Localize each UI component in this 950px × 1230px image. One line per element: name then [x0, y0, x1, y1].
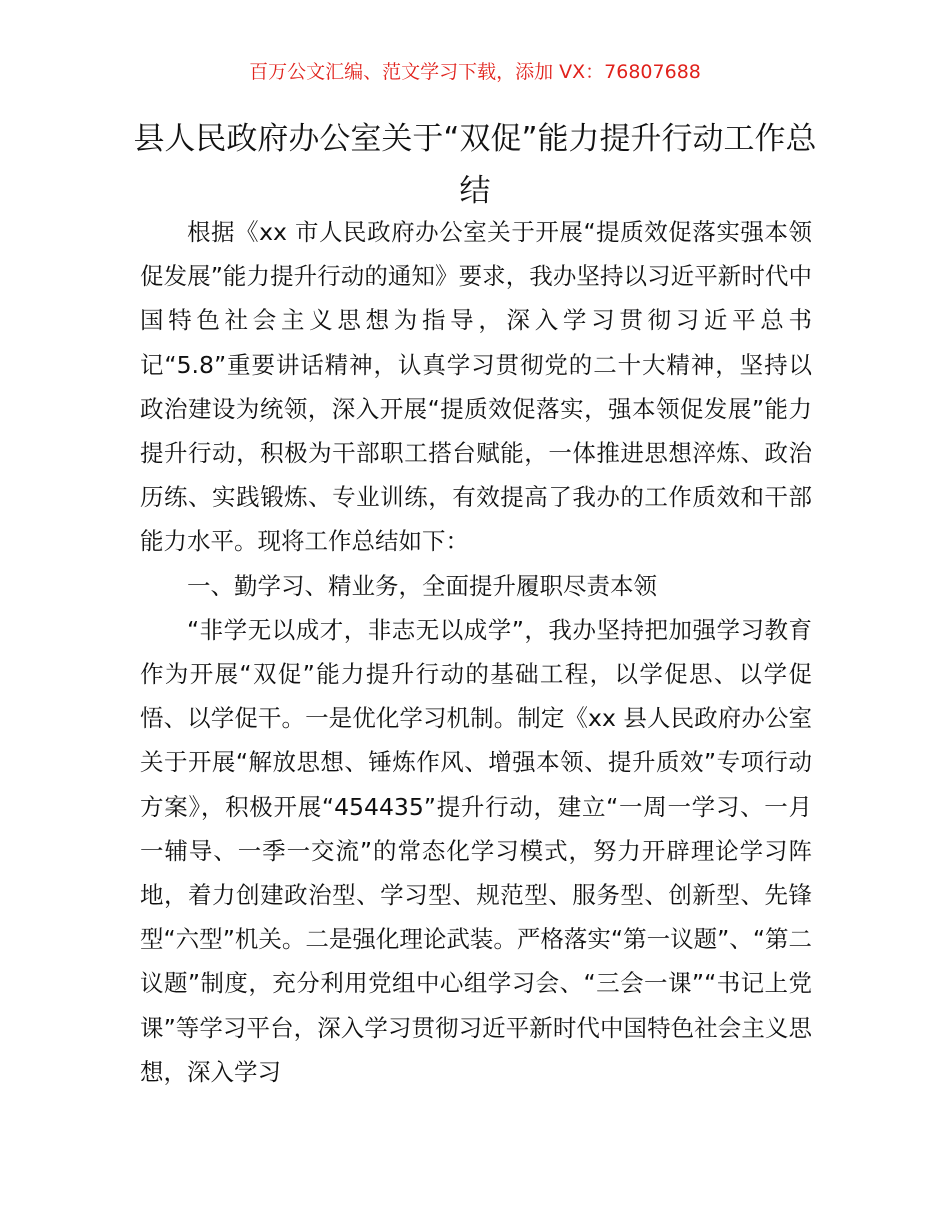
document-title: 县人民政府办公室关于“双促”能力提升行动工作总结 [133, 121, 817, 209]
section-paragraph: “非学无以成才，非志无以成学”，我办坚持把加强学习教育作为开展“双促”能力提升行动的基础工程，以学促思、以学促悟、以学促干。一是优化学习机制。制定《xx 县人民政府办公室关于开展“解放思想、锤炼作风、增强本领、提升质效”专项行动方案》，积极开展“454435”提升行动，建立“一周一学习、一月一辅导、一季一交流”的常态化学习模式，努力开辟理论学习阵地，着力创建政治型、学习型、规范型、服务型、创新型、先锋型“六型”机关。二是强化理论武装。严格落实“第一议题”、“第二议题”制度，充分利用党组中心组学习会、“三会一课”“书记上党课”等学习平台，深入学习贯彻习近平新时代中国特色社会主义思想，深入学习 [140, 615, 812, 1086]
intro-paragraph: 根据《xx 市人民政府办公室关于开展“提质效促落实强本领促发展”能力提升行动的通知》要求，我办坚持以习近平新时代中国特色社会主义思想为指导，深入学习贯彻习近平总书记“5.8”重要讲话精神，认真学习贯彻党的二十大精神，坚持以政治建设为统领，深入开展“提质效促落实，强本领促发展”能力提升行动，积极为干部职工搭台赋能，一体推进思想淬炼、政治历练、实践锻炼、专业训练，有效提高了我办的工作质效和干部能力水平。现将工作总结如下： [140, 218, 812, 556]
document-body [140, 210, 812, 1094]
header-promo-text: 百万公文汇编、范文学习下载，添加 VX：76807688 [249, 61, 701, 83]
section-heading: 一、勤学习、精业务，全面提升履职尽责本领 [187, 571, 657, 600]
